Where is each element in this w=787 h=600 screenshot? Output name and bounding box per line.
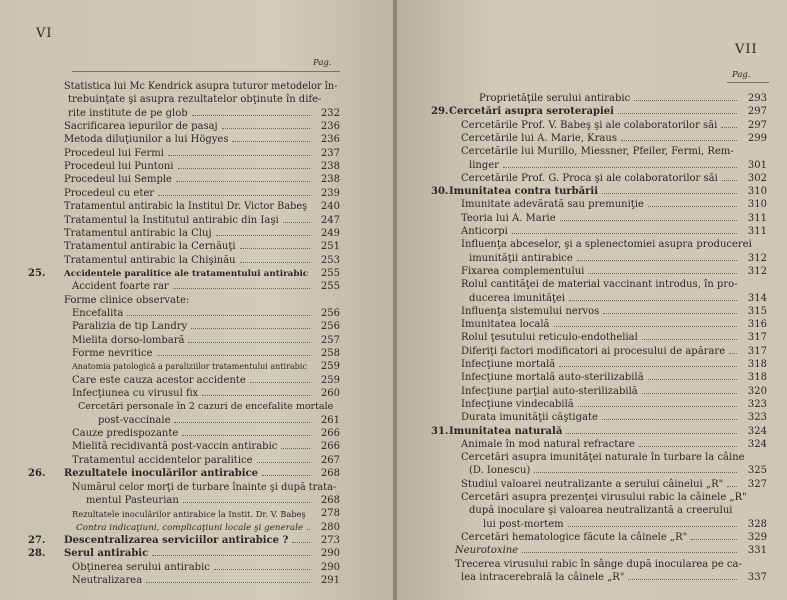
toc-entry-title: Infecţiune mortală auto-sterilizabilă	[461, 372, 644, 384]
toc-page-number: 236	[320, 121, 340, 133]
toc-dot-leader	[183, 502, 310, 503]
toc-entry-title: Imunitatea locală	[461, 319, 550, 331]
toc-dot-leader	[603, 313, 737, 314]
toc-entry	[397, 172, 767, 186]
toc-dot-leader	[158, 195, 310, 196]
toc-page-number: 260	[320, 388, 340, 400]
toc-entry-title: Neurotoxine	[455, 545, 519, 557]
toc-dot-leader	[522, 552, 737, 553]
toc-page-number: 261	[320, 414, 340, 426]
toc-dot-leader	[727, 486, 737, 487]
toc-entry-title: lui post-mortem	[483, 518, 564, 530]
toc-dot-leader	[222, 128, 310, 129]
toc-entry-title: Anatomia patologică a paraliziilor tratamentului antirabic	[72, 362, 307, 372]
toc-entry	[397, 518, 767, 532]
toc-chapter-number: 31.	[431, 425, 449, 437]
toc-page-number: 310	[747, 186, 767, 198]
toc-page-number: 256	[320, 307, 340, 319]
toc-dot-leader	[642, 339, 737, 340]
toc-page-number: 320	[747, 385, 767, 397]
left-header-rule	[72, 71, 340, 72]
toc-page-number: 255	[320, 267, 340, 279]
toc-dot-leader	[202, 395, 310, 396]
toc-entry	[397, 318, 767, 332]
toc-dot-leader	[639, 446, 737, 447]
toc-page-number: 315	[747, 305, 767, 317]
toc-page-number: 317	[747, 332, 767, 344]
toc-page-number: 323	[747, 412, 767, 424]
toc-page-number: 312	[747, 265, 767, 277]
toc-entry-title: Accidentele paralitice ale tratamentului antirabic	[64, 268, 309, 279]
toc-dot-leader	[283, 222, 310, 223]
toc-dot-leader	[176, 181, 310, 182]
toc-entry	[397, 105, 767, 119]
toc-dot-leader	[292, 542, 310, 543]
toc-entry	[0, 481, 340, 495]
toc-entry-title: imunităţii antirabice	[469, 252, 573, 264]
toc-page-number: 266	[320, 441, 340, 453]
toc-entry-title: Forme clinice observate:	[64, 294, 190, 306]
toc-entry-title: Animale în mod natural refractare	[461, 438, 635, 450]
toc-entry-title: Procedeul lui Puntoni	[64, 161, 174, 173]
toc-entry-title: mentul Pasteurian	[86, 494, 179, 506]
toc-page-number: 324	[747, 425, 767, 437]
toc-entry	[397, 385, 767, 399]
toc-entry	[0, 214, 340, 228]
toc-entry-title: Tratamentul antirabic la Cluj	[64, 227, 212, 239]
toc-entry-title: lea intracerebrală la câinele „R"	[461, 571, 625, 583]
toc-dot-leader	[534, 472, 737, 473]
toc-dot-leader	[307, 529, 310, 530]
toc-dot-leader	[559, 366, 737, 367]
toc-page-number: 337	[747, 571, 767, 583]
toc-entry	[397, 544, 767, 558]
toc-entry	[0, 187, 340, 201]
toc-entry	[0, 561, 340, 575]
toc-page-number: 237	[320, 147, 340, 159]
toc-entry-title: Accident foarte rar	[72, 281, 169, 293]
toc-dot-leader	[262, 475, 310, 476]
toc-dot-leader	[691, 539, 737, 540]
toc-dot-leader	[578, 406, 737, 407]
toc-entry-title: Contra indicaţiuni, complicaţiuni locale şi generale	[76, 522, 304, 533]
toc-dot-leader	[257, 462, 310, 463]
toc-page-number: 310	[747, 199, 767, 211]
toc-page-number: 297	[747, 119, 767, 131]
toc-dot-leader	[281, 448, 310, 449]
toc-page-number: 290	[320, 561, 340, 573]
toc-dot-leader	[127, 315, 310, 316]
toc-entry-title: Fixarea complementului	[461, 265, 585, 277]
toc-entry	[397, 265, 767, 279]
toc-page-number: 267	[320, 454, 340, 466]
toc-entry	[0, 80, 340, 94]
toc-page-number: 316	[747, 319, 767, 331]
toc-entry	[397, 159, 767, 173]
toc-page-number: 247	[320, 214, 340, 226]
toc-page-number: 259	[320, 361, 340, 373]
toc-dot-leader	[602, 193, 737, 194]
toc-dot-leader	[168, 155, 310, 156]
toc-entry	[0, 107, 340, 121]
toc-dot-leader	[602, 419, 737, 420]
toc-entry-title: Mielita dorso-lombară	[72, 334, 185, 346]
toc-entry-title: Forme nevritice	[72, 348, 153, 359]
toc-dot-leader	[722, 180, 737, 181]
toc-entry-title: Cercetări asupra prezenţei virusului rabic la câinele „R"	[461, 492, 747, 503]
toc-entry-title: Obţinerea serului antirabic	[72, 561, 210, 573]
toc-page-number: 324	[747, 438, 767, 450]
toc-dot-leader	[240, 262, 310, 263]
toc-entry	[397, 558, 767, 572]
toc-entry	[0, 147, 340, 161]
toc-entry	[0, 200, 340, 214]
toc-entry-title: Cercetările lui A. Marie, Kraus	[461, 132, 617, 144]
toc-page-number: 290	[320, 548, 340, 560]
toc-dot-leader	[173, 288, 310, 289]
toc-dot-leader	[729, 353, 737, 354]
toc-entry	[0, 160, 340, 174]
toc-dot-leader	[554, 326, 737, 327]
toc-entry-title: Statistica lui Mc Kendrick asupra tuturor metodelor în-	[64, 81, 338, 92]
toc-entry-title: Serul antirabic	[64, 548, 149, 560]
toc-chapter-number: 26.	[28, 468, 46, 480]
toc-page-number: 239	[320, 187, 340, 199]
toc-page-number: 240	[320, 201, 340, 213]
toc-entry	[397, 292, 767, 306]
toc-entry	[0, 387, 340, 401]
toc-page-number: 293	[747, 93, 767, 104]
toc-page-number: 297	[747, 106, 767, 118]
toc-dot-leader	[174, 422, 310, 423]
toc-page-number: 318	[747, 359, 767, 370]
toc-entry-title: trebuinţate şi asupra rezultatelor obţinute în dife-	[68, 94, 322, 106]
toc-entry-title: Imunitatea naturală	[449, 425, 563, 437]
toc-entry	[397, 92, 767, 106]
toc-entry	[0, 374, 340, 388]
right-pag-label: Pag.	[732, 70, 751, 80]
toc-page-number: 311	[747, 212, 767, 224]
toc-entry-title: Cauze predispozante	[72, 428, 179, 440]
toc-entry	[397, 345, 767, 359]
toc-entry-title: post-vaccinale	[98, 414, 171, 426]
toc-entry	[0, 360, 340, 374]
toc-entry-title: Rolul cantităţei de material vaccinant introdus, în pro-	[461, 279, 738, 291]
toc-entry	[0, 574, 340, 588]
toc-entry	[0, 427, 340, 441]
toc-entry-title: Paralizia de tip Landry	[72, 321, 188, 333]
toc-dot-leader	[577, 260, 737, 261]
toc-page-number: 328	[747, 518, 767, 530]
toc-chapter-number: 30.	[431, 186, 449, 198]
toc-entry	[0, 267, 340, 281]
toc-entry	[397, 145, 767, 159]
toc-page-number: 317	[747, 345, 767, 357]
toc-entry	[397, 185, 767, 199]
toc-entry	[397, 464, 767, 478]
toc-dot-leader	[648, 379, 737, 380]
toc-entry-title: Infecţiune vindecabilă	[461, 398, 574, 410]
toc-entry-title: Studiul valoarei neutralizante a serului câinelui „R"	[461, 478, 724, 490]
toc-page-number: 302	[747, 172, 767, 184]
toc-entry-title: Tratamentul la Institutul antirabic din Iaşi	[64, 214, 279, 226]
toc-entry	[397, 531, 767, 545]
toc-dot-leader	[512, 233, 737, 234]
toc-entry	[0, 254, 340, 268]
right-header-rule	[727, 82, 769, 83]
toc-entry-title: Cercetările lui Murillo, Miessner, Pfeiler, Fermi, Rem-	[461, 146, 734, 158]
toc-page-number: 312	[747, 252, 767, 264]
toc-entry-title: Trecerea virusului rabic în sânge după inocularea pe ca-	[455, 558, 742, 570]
toc-page-number: 327	[747, 478, 767, 490]
toc-page-number: 266	[320, 428, 340, 440]
toc-entry-title: Rezultatele inoculărilor antirabice la Instit. Dr. V. Babeş	[72, 509, 306, 520]
toc-dot-leader	[216, 235, 310, 236]
toc-entry-title: Rolul ţesutului reticulo-endothelial	[461, 332, 638, 344]
toc-entry	[0, 93, 340, 107]
toc-dot-leader	[588, 273, 737, 274]
toc-entry-title: Metoda diluţiunilor a lui Högyes	[64, 134, 229, 146]
toc-entry	[0, 454, 340, 468]
toc-dot-leader	[182, 435, 310, 436]
toc-dot-leader	[146, 582, 310, 583]
toc-entry-title: Imunitate adevărată sau premuniţie	[461, 199, 644, 211]
toc-entry-title: Infecţiune mortală	[461, 359, 556, 370]
toc-entry-title: Tratamentul antirabic la Chişinău	[64, 254, 236, 266]
toc-entry	[0, 440, 340, 454]
toc-entry	[397, 478, 767, 492]
toc-entry-title: Mielită recidivantă post-vaccin antirabic	[72, 441, 278, 453]
toc-page-number: 253	[320, 254, 340, 266]
toc-dot-leader	[721, 127, 737, 128]
toc-entry-title: ducerea imunităţei	[469, 292, 566, 304]
toc-entry	[0, 467, 340, 481]
toc-page-number: 325	[747, 465, 767, 477]
toc-page-number: 278	[320, 508, 340, 520]
toc-entry-title: Imunitatea contra turbării	[449, 186, 599, 198]
toc-chapter-number: 28.	[28, 548, 46, 560]
left-pag-label: Pag.	[313, 58, 332, 68]
toc-dot-leader	[566, 433, 737, 434]
toc-entry-title: Care este cauza acestor accidente	[72, 374, 246, 386]
toc-entry-title: Tratamentul accidentelor paralitice	[72, 454, 253, 466]
toc-dot-leader	[503, 167, 737, 168]
toc-dot-leader	[250, 382, 310, 383]
toc-dot-leader	[560, 220, 737, 221]
toc-entry-title: Cercetări asupra seroterapiei	[449, 106, 614, 118]
toc-entry-title: linger	[469, 159, 499, 171]
toc-entry-title: rite institute de pe glob	[68, 107, 188, 119]
toc-page-number: 331	[747, 545, 767, 557]
toc-entry	[0, 334, 340, 348]
toc-dot-leader	[618, 113, 737, 114]
toc-entry-title: Neutralizarea	[72, 574, 143, 586]
toc-entry-title: Infecţiune parţial auto-sterilizabilă	[461, 385, 638, 397]
toc-entry-title: Tratamentul antirabic la Cernăuţi	[64, 241, 236, 253]
right-page	[397, 0, 787, 600]
toc-entry-title: Numărul celor morţi de turbare înainte şi după trata-	[72, 481, 337, 493]
toc-entry-title: Procedeul lui Semple	[64, 174, 172, 186]
toc-entry	[0, 307, 340, 321]
toc-entry-title: Cercetări hematologice făcute la câinele „R"	[461, 531, 688, 543]
toc-entry	[397, 398, 767, 412]
toc-page-number: 251	[320, 241, 340, 253]
toc-entry-title: Diferiţi factori modificatori ai procesului de apărare	[461, 345, 726, 357]
toc-entry	[397, 212, 767, 226]
left-folio: VI	[36, 26, 53, 41]
toc-page-number: 273	[320, 534, 340, 546]
toc-page-number: 236	[320, 134, 340, 146]
toc-entry	[397, 252, 767, 266]
toc-page-number: 232	[320, 107, 340, 119]
toc-entry-title: Tratamentul antirabic la Institul Dr. Victor Babeş	[64, 201, 308, 213]
toc-entry	[0, 534, 340, 548]
toc-entry	[397, 331, 767, 345]
toc-entry	[0, 400, 340, 414]
toc-page-number: 257	[320, 334, 340, 346]
toc-entry	[397, 238, 767, 252]
toc-entry	[0, 227, 340, 241]
toc-page-number: 314	[747, 292, 767, 304]
toc-entry	[397, 371, 767, 385]
toc-entry	[0, 507, 340, 521]
toc-entry	[0, 414, 340, 428]
toc-entry	[397, 132, 767, 146]
toc-chapter-number: 29.	[431, 106, 449, 118]
toc-entry	[0, 347, 340, 361]
toc-dot-leader	[634, 100, 737, 101]
toc-page-number: 301	[747, 159, 767, 171]
toc-page-number: 291	[320, 574, 340, 586]
toc-entry	[397, 571, 767, 585]
toc-entry	[397, 119, 767, 133]
toc-dot-leader	[621, 140, 737, 141]
toc-page-number: 256	[320, 321, 340, 333]
toc-entry-title: Procedeul lui Fermi	[64, 147, 164, 159]
toc-dot-leader	[648, 206, 737, 207]
toc-dot-leader	[191, 328, 310, 329]
toc-entry	[0, 320, 340, 334]
toc-page-number: 299	[747, 132, 767, 144]
toc-entry-title: Influenţa sistemului nervos	[461, 305, 600, 317]
toc-dot-leader	[568, 526, 737, 527]
toc-dot-leader	[628, 579, 737, 580]
toc-page-number: 258	[320, 348, 340, 359]
toc-entry	[397, 411, 767, 425]
toc-chapter-number: 25.	[28, 267, 46, 279]
toc-entry-title: Durata imunităţii căştigate	[461, 412, 598, 424]
toc-entry-title: Cercetările Prof. V. Babeş şi ale colaboratorilor săi	[461, 119, 718, 131]
toc-entry	[397, 198, 767, 212]
toc-entry-title: după inoculare şi valoarea neutralizantă a creerului	[469, 505, 733, 517]
toc-page-number: 280	[320, 521, 340, 533]
toc-page-number: 259	[320, 374, 340, 386]
toc-entry	[0, 173, 340, 187]
toc-entry	[0, 547, 340, 561]
toc-entry	[0, 521, 340, 535]
toc-page-number: 318	[747, 372, 767, 384]
toc-entry-title: Anticorpi	[461, 226, 508, 237]
toc-dot-leader	[642, 393, 737, 394]
toc-dot-leader	[232, 141, 310, 142]
toc-entry	[397, 504, 767, 518]
toc-dot-leader	[240, 248, 310, 249]
right-folio: VII	[735, 42, 758, 57]
toc-dot-leader	[569, 300, 737, 301]
toc-dot-leader	[214, 569, 310, 570]
toc-entry-title: Influenţa abceselor, şi a splenectomiei asupra producerei	[461, 239, 752, 251]
toc-entry	[0, 133, 340, 147]
toc-entry	[0, 294, 340, 308]
toc-entry-title: Cercetările Prof. G. Proca şi ale colaboratorilor săi	[461, 172, 718, 184]
toc-entry-title: Cercetări asupra imunităţei naturale în turbare la câine	[461, 452, 745, 464]
toc-entry-title: (D. Ionescu)	[469, 465, 531, 477]
toc-entry	[397, 305, 767, 319]
toc-entry	[397, 425, 767, 439]
toc-page-number: 323	[747, 398, 767, 410]
toc-entry-title: Infecţiunea cu virusul fix	[72, 388, 199, 400]
toc-entry	[397, 225, 767, 239]
toc-dot-leader	[192, 115, 310, 116]
toc-dot-leader	[178, 168, 310, 169]
toc-page-number: 255	[320, 281, 340, 293]
toc-page-number: 238	[320, 161, 340, 173]
toc-page-number: 238	[320, 174, 340, 186]
toc-page-number: 249	[320, 227, 340, 239]
toc-entry	[397, 491, 767, 505]
toc-page-number: 268	[320, 494, 340, 506]
toc-dot-leader	[188, 342, 310, 343]
toc-page-number: 268	[320, 468, 340, 480]
toc-entry-title: Procedeul cu eter	[64, 187, 155, 199]
toc-entry	[0, 120, 340, 134]
toc-chapter-number: 27.	[28, 534, 46, 546]
toc-dot-leader	[152, 555, 310, 556]
toc-page-number: 329	[747, 531, 767, 543]
toc-entry	[397, 438, 767, 452]
toc-dot-leader	[157, 355, 310, 356]
toc-entry	[397, 358, 767, 372]
toc-entry-title: Sacrificarea iepurilor de pasaj	[64, 121, 218, 133]
toc-entry	[0, 240, 340, 254]
toc-entry-title: Encefalita	[72, 307, 124, 319]
toc-entry-title: Descentralizarea serviciilor antirabice ?	[64, 534, 289, 546]
toc-entry-title: Proprietăţile serului antirabic	[479, 93, 631, 104]
toc-entry	[397, 278, 767, 292]
toc-entry	[397, 451, 767, 465]
toc-entry-title: Rezultatele inoculărilor antirabice	[64, 468, 258, 480]
toc-page-number: 311	[747, 226, 767, 237]
toc-entry-title: Teoria lui A. Marie	[461, 212, 556, 224]
toc-entry-title: Cercetări personale în 2 cazuri de encefalite mortale	[78, 401, 334, 413]
toc-entry	[0, 494, 340, 508]
toc-entry	[0, 280, 340, 294]
